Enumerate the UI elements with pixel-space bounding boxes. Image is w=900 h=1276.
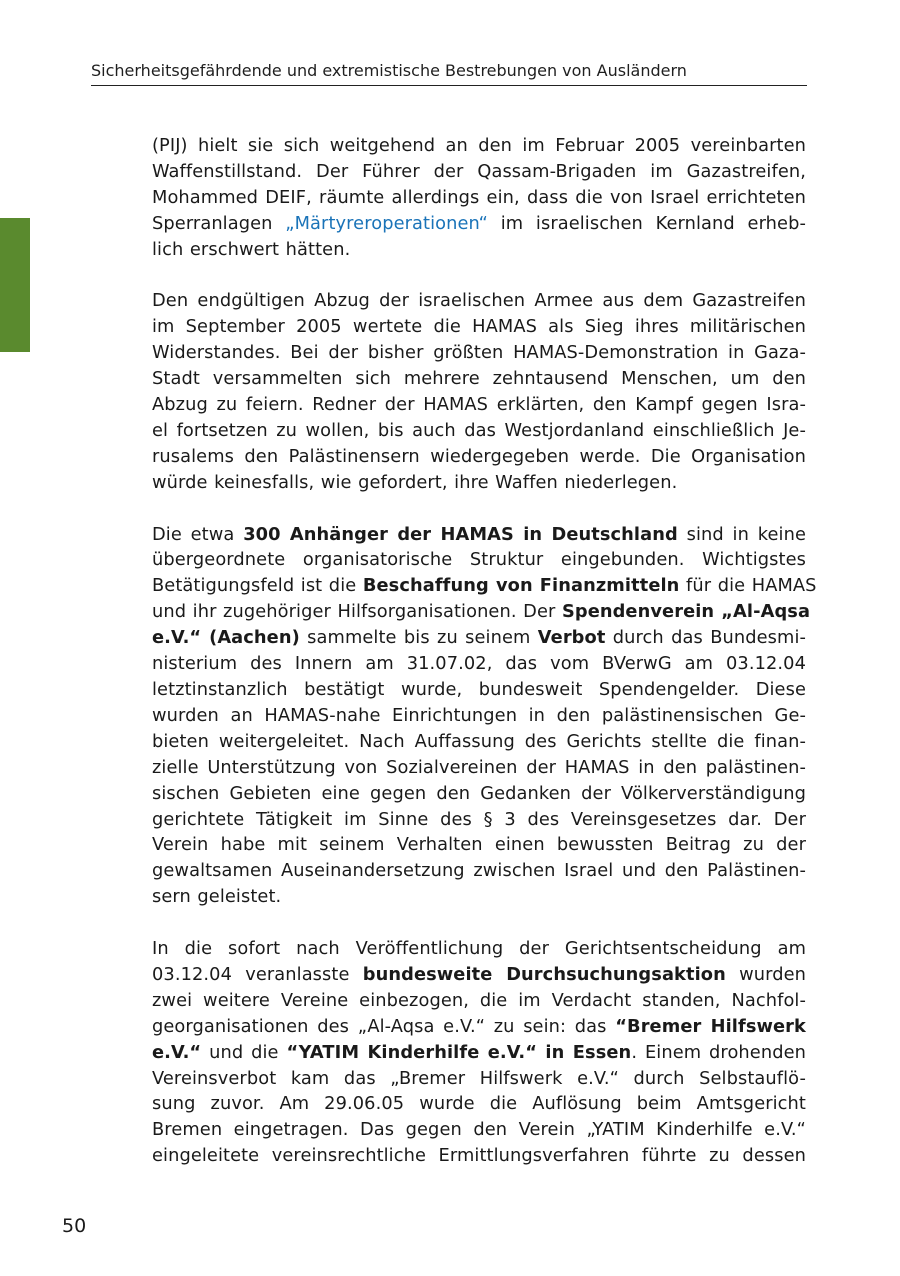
bold-phrase: “Bremer Hilfswerk — [615, 1015, 806, 1037]
text-segment: und die — [209, 1041, 279, 1063]
running-header — [91, 60, 807, 86]
page-number: 50 — [62, 1215, 87, 1237]
text-line — [152, 522, 806, 548]
header-title: Sicherheitsgefährdende und extremistische Bestrebungen von Ausländern — [91, 61, 687, 80]
text-line: Vereinsverbot kam das „Bremer Hilfswerk e.V.“ durch Selbstauflö- — [152, 1067, 806, 1089]
bold-phrase: “YATIM Kinderhilfe e.V.“ in Essen — [286, 1041, 632, 1063]
text-line: Verein habe mit seinem Verhalten einen bewussten Beitrag zu der — [152, 834, 806, 856]
text-line: sern geleistet. — [152, 886, 282, 908]
text-segment: georganisationen des „Al-Aqsa e.V.“ zu sein: das — [152, 1015, 607, 1037]
text-line: nisterium des Innern am 31.07.02, das vom BVerwG am 03.12.04 — [152, 653, 806, 675]
bold-phrase: 300 Anhänger der HAMAS in Deutschland — [243, 523, 678, 545]
text-line — [152, 625, 806, 651]
bold-phrase: e.V.“ (Aachen) — [152, 627, 300, 649]
text-line: im September 2005 wertete die HAMAS als Sieg ihres militärischen — [152, 316, 806, 338]
text-segment: . Einem drohenden — [631, 1041, 807, 1063]
text-line: Bremen eingetragen. Das gegen den Verein „YATIM Kinderhilfe e.V.“ — [152, 1119, 806, 1141]
text-line: eingeleitete vereinsrechtliche Ermittlungsverfahren führte zu dessen — [152, 1145, 806, 1167]
bold-phrase: Beschaffung von Finanzmitteln — [362, 575, 680, 597]
bold-phrase: Spendenverein „Al-Aqsa — [561, 601, 811, 623]
paragraph-2 — [152, 288, 806, 495]
paragraph-1 — [152, 133, 806, 263]
text-line — [152, 962, 806, 988]
text-line: Widerstandes. Bei der bisher größten HAMAS-Demonstration in Gaza- — [152, 342, 806, 364]
text-segment: sind in keine — [686, 523, 806, 545]
text-line: (PIJ) hielt sie sich weitgehend an den im Februar 2005 vereinbarten — [152, 135, 806, 156]
paragraph-3 — [152, 522, 817, 911]
text-line — [152, 211, 806, 237]
bold-phrase: bundesweite Durchsuchungsaktion — [362, 963, 726, 985]
text-line: wurden an HAMAS-nahe Einrichtungen in den palästinensischen Ge- — [152, 704, 806, 726]
text-line: Waffenstillstand. Der Führer der Qassam-Brigaden im Gazastreifen, — [152, 160, 806, 182]
text-line: el fortsetzen zu wollen, bis auch das Westjordanland einschließlich Je- — [152, 419, 806, 441]
text-line: lich erschwert hätten. — [152, 238, 351, 260]
glossary-link[interactable]: „Märtyreroperationen“ — [285, 212, 488, 234]
body-text — [152, 133, 817, 1195]
text-line — [152, 1014, 806, 1040]
text-segment: Die etwa — [152, 523, 235, 545]
text-line: Den endgültigen Abzug der israelischen Armee aus dem Gazastreifen — [152, 290, 806, 312]
text-line: Stadt versammelten sich mehrere zehntausend Menschen, um den — [152, 368, 806, 390]
text-line: gerichtete Tätigkeit im Sinne des § 3 des Vereinsgesetzes dar. Der — [152, 808, 806, 830]
text-line: Mohammed DEIF, räumte allerdings ein, dass die von Israel errichteten — [152, 186, 806, 208]
text-segment: sammelte bis zu seinem — [307, 627, 531, 649]
text-line: zwei weitere Vereine einbezogen, die im Verdacht standen, Nachfol- — [152, 989, 806, 1011]
text-segment: Betätigungsfeld ist die — [152, 575, 357, 597]
text-line: übergeordnete organisatorische Struktur eingebunden. Wichtigstes — [152, 549, 806, 571]
text-segment: im israelischen Kernland erheb- — [500, 212, 806, 234]
text-segment: 03.12.04 veranlasste — [152, 963, 350, 985]
text-segment: für die HAMAS — [686, 575, 817, 597]
text-segment: und ihr zugehöriger Hilfsorganisationen. Der — [152, 601, 556, 623]
text-line: Abzug zu feiern. Redner der HAMAS erklärten, den Kampf gegen Isra- — [152, 394, 806, 416]
text-segment: durch das Bundesmi- — [612, 627, 807, 649]
text-segment: Sperranlagen — [152, 212, 273, 234]
bold-phrase: Verbot — [537, 627, 606, 649]
text-line: bieten weitergeleitet. Nach Auffassung des Gerichts stellte die finan- — [152, 730, 806, 752]
text-line: sung zuvor. Am 29.06.05 wurde die Auflösung beim Amtsgericht — [152, 1093, 806, 1115]
text-line: sischen Gebieten eine gegen den Gedanken der Völkerverständigung — [152, 782, 806, 804]
text-line — [152, 599, 811, 625]
paragraph-4 — [152, 936, 806, 1169]
text-line — [152, 573, 817, 599]
text-line: würde keinesfalls, wie gefordert, ihre Waffen niederlegen. — [152, 471, 678, 493]
text-line: rusalems den Palästinensern wiedergegeben werde. Die Organisation — [152, 445, 806, 467]
text-line — [152, 1040, 806, 1066]
text-line: letztinstanzlich bestätigt wurde, bundesweit Spendengelder. Diese — [152, 679, 806, 700]
text-line: gewaltsamen Auseinandersetzung zwischen Israel und den Palästinen- — [152, 860, 806, 882]
text-line: In die sofort nach Veröffentlichung der Gerichtsentscheidung am — [152, 938, 806, 960]
chapter-side-tab — [0, 218, 30, 352]
text-line: zielle Unterstützung von Sozialvereinen der HAMAS in den palästinen- — [152, 756, 806, 778]
text-segment: wurden — [739, 963, 806, 985]
bold-phrase: e.V.“ — [152, 1041, 202, 1063]
